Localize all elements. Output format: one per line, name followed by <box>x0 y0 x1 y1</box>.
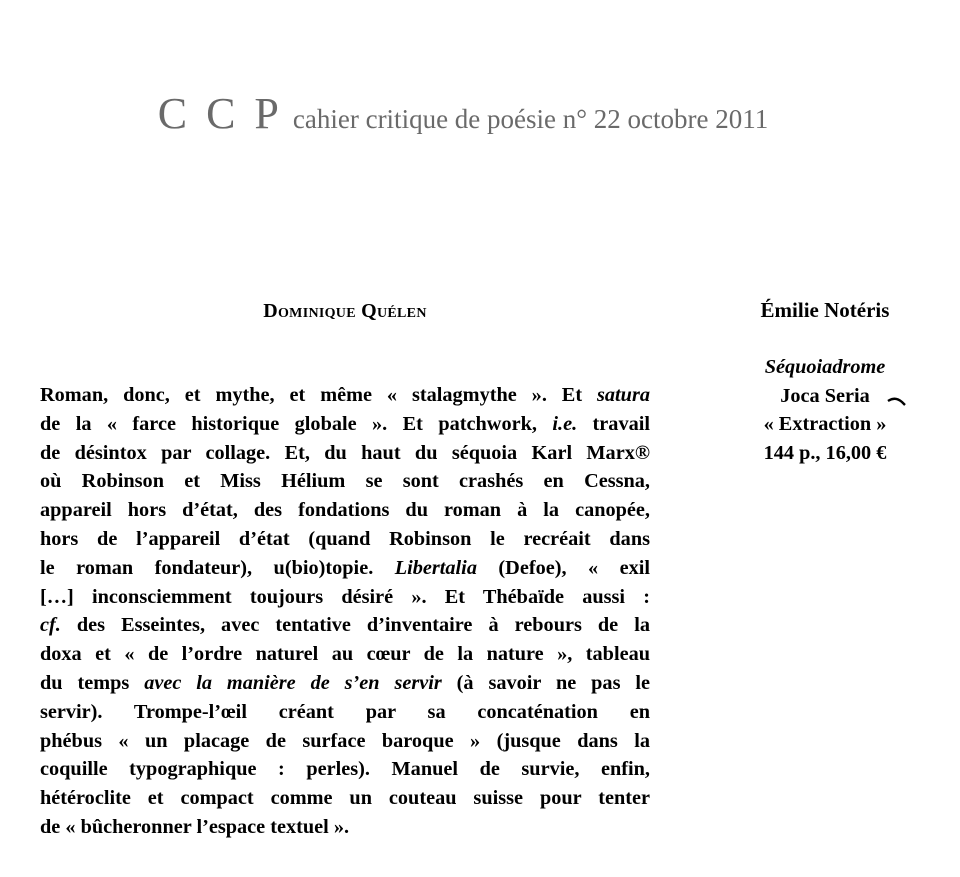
journal-masthead <box>0 88 926 139</box>
text-run: travail <box>577 412 650 435</box>
review-line <box>40 554 650 583</box>
journal-issue-line: cahier critique de poésie n° 22 octobre 2011 <box>292 104 769 134</box>
text-run: hors de l’appareil d’état (quand Robinson le recréait dans <box>40 527 650 550</box>
text-run: du temps <box>40 671 145 694</box>
tilde-mark-icon <box>886 395 908 409</box>
review-body <box>40 381 650 842</box>
review-line <box>40 727 650 756</box>
review-line <box>40 698 650 727</box>
review-line <box>40 640 650 669</box>
review-line <box>40 755 650 784</box>
book-title: Séquoiadrome <box>764 355 886 378</box>
review-line <box>40 525 650 554</box>
book-reference <box>722 296 928 468</box>
review-line <box>40 784 650 813</box>
review-line <box>40 813 650 842</box>
review-line <box>40 669 650 698</box>
text-run: de la « farce historique globale ». Et patchwork, <box>40 412 553 435</box>
review-line <box>40 611 650 640</box>
review-line <box>40 583 650 612</box>
review-line <box>40 439 650 468</box>
text-run: le roman fondateur), u(bio)topie. <box>40 556 395 579</box>
text-run: servir). Trompe-l’œil créant par sa concaténation en <box>40 700 650 723</box>
text-run: où Robinson et Miss Hélium se sont crashés en Cessna, <box>40 470 650 493</box>
review-line <box>40 381 650 410</box>
text-run: Roman, donc, et mythe, et même « stalagmythe ». Et <box>40 384 598 406</box>
book-details: 144 p., 16,00 € <box>763 442 887 465</box>
text-run: phébus « un placage de surface baroque » (jusque dans la <box>40 729 650 752</box>
text-run: de « bûcheronner l’espace textuel ». <box>40 815 350 838</box>
text-run: […] inconsciemment toujours désiré ». Et Thébaïde aussi : <box>40 585 650 608</box>
book-publisher: Joca Seria <box>780 384 870 407</box>
journal-logo: C C P <box>157 89 283 138</box>
text-run: de désintox par collage. Et, du haut du séquoia Karl Marx® <box>40 441 650 464</box>
review-line <box>40 410 650 439</box>
italic-text: cf. <box>40 614 61 637</box>
italic-text: satura <box>597 384 650 406</box>
text-run: hétéroclite et compact comme un couteau suisse pour tenter <box>40 787 650 810</box>
text-run: (à savoir ne pas le <box>441 671 650 694</box>
text-run: coquille typographique : perles). Manuel de survie, enfin, <box>40 758 650 781</box>
review-line <box>40 467 650 496</box>
text-run: appareil hors d’état, des fondations du roman à la canopée, <box>40 499 650 522</box>
book-author: Émilie Notéris <box>760 298 890 322</box>
text-run: des Esseintes, avec tentative d’inventaire à rebours de la <box>60 614 650 637</box>
text-run: (Defoe), « exil <box>476 556 650 579</box>
italic-text: Libertalia <box>394 556 477 579</box>
book-collection: « Extraction » <box>763 413 887 436</box>
italic-text: i.e. <box>552 412 578 435</box>
italic-text: avec la manière de s’en servir <box>144 671 442 694</box>
text-run: doxa et « de l’ordre naturel au cœur de la nature », tableau <box>40 643 650 666</box>
review-author: Dominique Quélen <box>263 300 427 322</box>
review-line <box>40 496 650 525</box>
